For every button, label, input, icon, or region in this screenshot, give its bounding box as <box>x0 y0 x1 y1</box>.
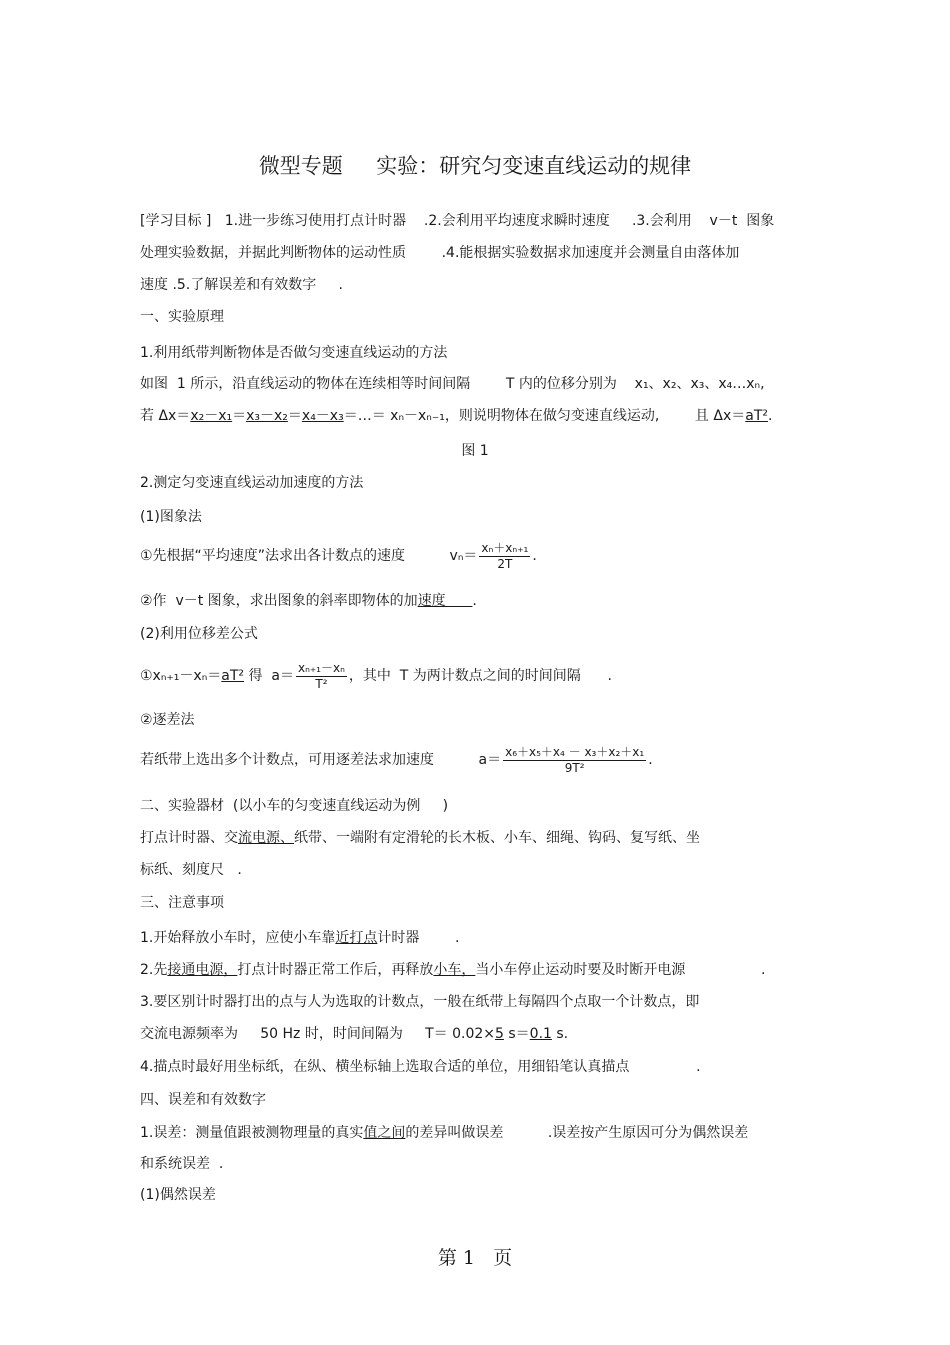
page-title: 微型专题 实验：研究匀变速直线运动的规律 <box>258 154 692 178</box>
note-4: 4.描点时最好用坐标纸，在纵、横坐标轴上选取合适的单位，用细铅笔认真描点 . <box>140 1059 701 1075</box>
underlined-term: aT² <box>745 408 768 424</box>
note-3-continued <box>140 1025 568 1043</box>
method-graph-step-2 <box>140 592 477 610</box>
text: . <box>532 548 537 564</box>
text: ＝…＝ xₙ－xₙ₋₁，则说明物体在做匀变速直线运动, 且 Δx＝ <box>343 408 746 424</box>
principle-item-2: 2.测定匀变速直线运动加速度的方法 <box>140 475 364 491</box>
text: 当小车停止运动时要及时断开电源 . <box>475 962 766 978</box>
underlined-term: 5 <box>495 1026 504 1042</box>
text: 打点计时器、交 <box>140 830 238 846</box>
text: 1.开始释放小车时，应使小车靠 <box>140 930 336 946</box>
text: . <box>768 408 773 424</box>
underlined-term: 小车， <box>433 962 476 978</box>
principle-item-1: 1.利用纸带判断物体是否做匀变速直线运动的方法 <box>140 345 448 361</box>
method-successive-difference: ②逐差法 <box>140 712 195 728</box>
fraction-denominator: T² <box>315 676 328 691</box>
text: 交流电源频率为 50 Hz 时，时间间隔为 T＝ 0.02× <box>140 1026 495 1042</box>
text: 打点计时器正常工作后，再释放 <box>237 962 434 978</box>
method-difference-step-1 <box>140 660 612 692</box>
text: 纸带、一端附有定滑轮的长木板、小车、细绳、钩码、复写纸、坐 <box>294 830 700 846</box>
errors-item-random: (1)偶然误差 <box>140 1187 216 1203</box>
underlined-term: x₂－x₁ <box>190 408 233 424</box>
text: 得 a＝ <box>244 668 294 684</box>
velocity-fraction <box>479 541 530 572</box>
objectives-line-2: 处理实验数据，并据此判断物体的运动性质 .4.能根据实验数据求加速度并会测量自由落体加 <box>140 245 740 261</box>
text: 2.先 <box>140 962 168 978</box>
objectives-line-1: [学习目标 ] 1.进一步练习使用打点计时器 .2.会利用平均速度求瞬时速度 .3.会利用 v－t 图象 <box>140 213 775 229</box>
page-number: 第 1 页 <box>437 1247 513 1269</box>
section-heading-errors: 四、误差和有效数字 <box>140 1092 266 1108</box>
section-heading-equipment: 二、实验器材 (以小车的匀变速直线运动为例 ) <box>140 798 449 814</box>
text: ①xₙ₊₁－xₙ＝ <box>140 668 222 684</box>
text: 若 Δx＝ <box>140 408 191 424</box>
objectives-line-3: 速度 .5.了解误差和有效数字 . <box>140 277 343 293</box>
text: 的差异叫做误差 .误差按产生原因可分为偶然误差 <box>405 1125 749 1141</box>
underlined-term: x₄－x₃ <box>301 408 344 424</box>
errors-para-1 <box>140 1124 748 1142</box>
text: . <box>648 752 653 768</box>
text: s. <box>551 1026 569 1042</box>
text: 若纸带上选出多个计数点，可用逐差法求加速度 a＝ <box>140 752 502 768</box>
text: 计时器 . <box>377 930 460 946</box>
principle-para-1: 如图 1 所示，沿直线运动的物体在连续相等时间间隔 T 内的位移分别为 x₁、x₂、x₃、x₄…xₙ, <box>140 376 765 392</box>
fraction-numerator: x₆＋x₅＋x₄ － x₃＋x₂＋x₁ <box>505 744 645 759</box>
note-3: 3.要区别计时器打出的点与人为选取的计数点，一般在纸带上每隔四个点取一个计数点，即 <box>140 994 700 1010</box>
equipment-line-1 <box>140 829 700 847</box>
text: . <box>472 593 477 609</box>
acceleration-fraction <box>296 661 347 692</box>
text: ①先根据“平均速度”法求出各计数点的速度 vₙ＝ <box>140 548 478 564</box>
underlined-term: 0.1 <box>529 1026 552 1042</box>
underlined-term: 速度 <box>417 593 473 609</box>
text: ②作 v－t 图象，求出图象的斜率即物体的加 <box>140 593 418 609</box>
underlined-term: x₃－x₂ <box>246 408 288 424</box>
fraction-denominator: 2T <box>497 556 513 571</box>
section-heading-principle: 一、实验原理 <box>140 309 224 325</box>
underlined-term: 流电源、 <box>238 830 294 846</box>
fraction-denominator: 9T² <box>564 760 585 775</box>
text: ＝ <box>287 408 302 424</box>
method-graph: (1)图象法 <box>140 509 202 525</box>
note-1 <box>140 929 459 947</box>
section-heading-notes: 三、注意事项 <box>140 895 224 911</box>
text: ，其中 T 为两计数点之间的时间间隔 . <box>348 668 612 684</box>
figure-caption: 图 1 <box>461 443 489 459</box>
principle-para-2 <box>140 407 772 425</box>
method-graph-step-1 <box>140 540 537 572</box>
underlined-term: aT² <box>221 668 245 684</box>
acceleration-fraction <box>503 745 646 776</box>
method-difference: (2)利用位移差公式 <box>140 626 258 642</box>
fraction-numerator: xₙ＋xₙ₊₁ <box>481 540 529 555</box>
fraction-numerator: xₙ₊₁－xₙ <box>297 660 345 675</box>
underlined-term: 近打点 <box>335 930 378 946</box>
successive-difference-formula <box>140 744 653 776</box>
equipment-line-2: 标纸、刻度尺 . <box>140 862 242 878</box>
underlined-term: 接通电源， <box>167 962 238 978</box>
text: s＝ <box>503 1026 530 1042</box>
text: 1.误差：测量值跟被测物理量的真实 <box>140 1125 364 1141</box>
text: ＝ <box>232 408 247 424</box>
errors-para-2: 和系统误差 . <box>140 1156 224 1172</box>
underlined-term: 值之间 <box>363 1125 406 1141</box>
note-2 <box>140 961 765 979</box>
